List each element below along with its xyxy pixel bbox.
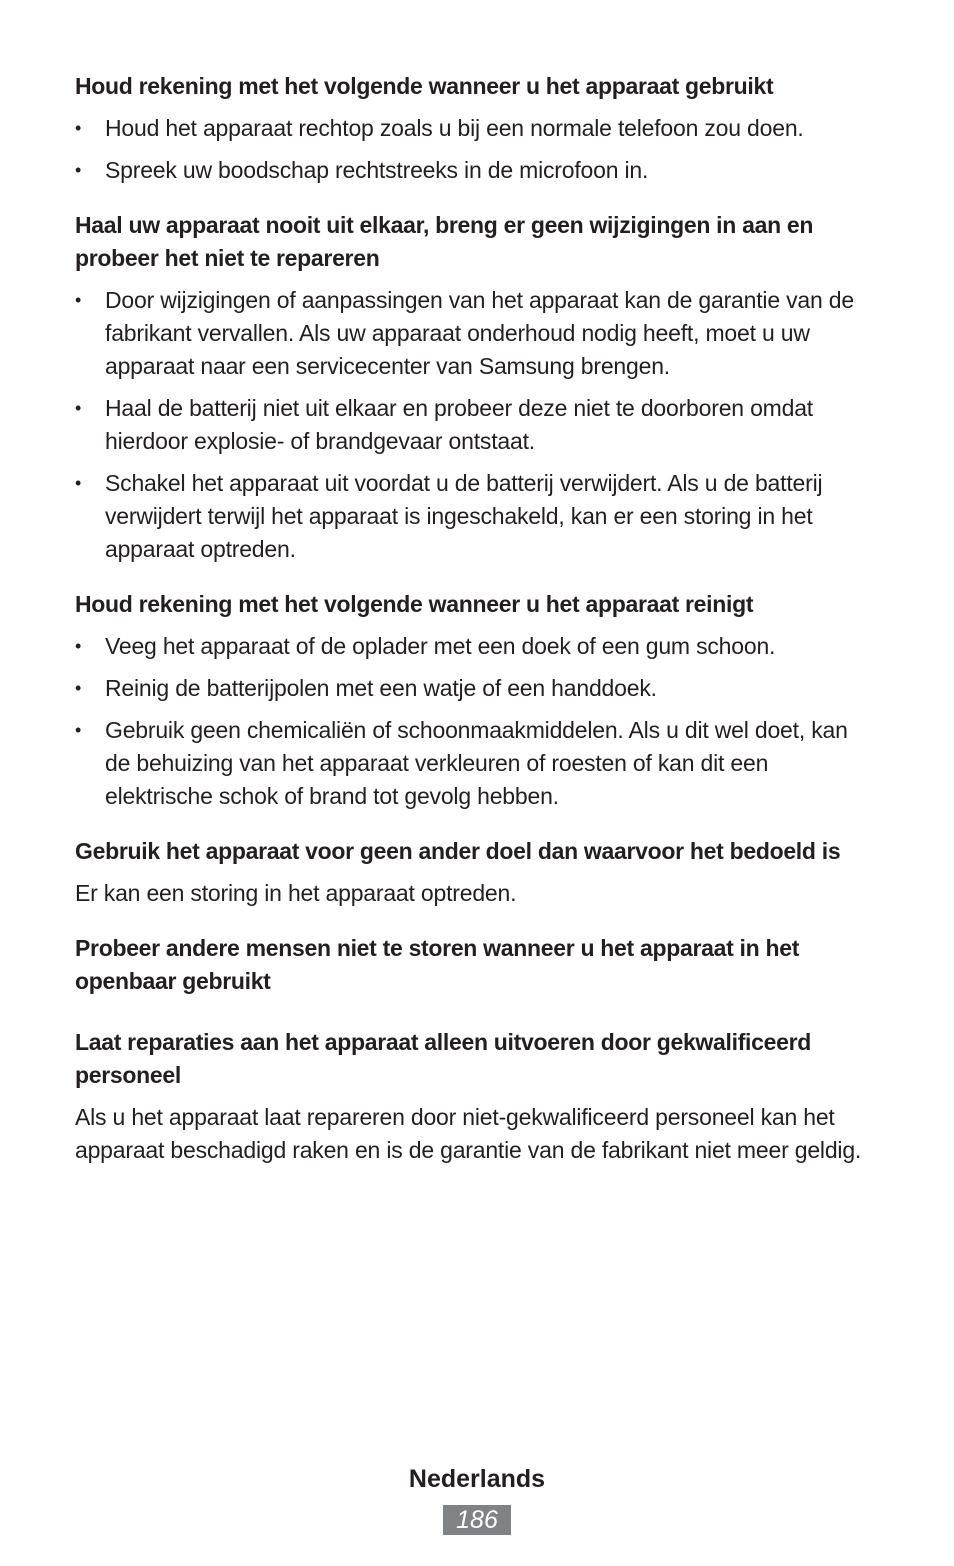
bullet-icon: •	[75, 160, 82, 180]
page-number-badge: 186	[443, 1505, 511, 1535]
section-heading: Haal uw apparaat nooit uit elkaar, breng er geen wijzigingen in aan en probeer het niet te repareren	[75, 212, 814, 271]
list-item-text: Spreek uw boodschap rechtstreeks in de microfoon in.	[105, 157, 649, 183]
list-item	[75, 284, 875, 383]
list-item-text: Gebruik geen chemicaliën of schoonmaakmiddelen. Als u dit wel doet, kan de behuizing van het apparaat verkleuren of roesten of kan dit een elektrische schok of brand tot gevolg hebben.	[105, 717, 848, 809]
list-item	[75, 467, 875, 566]
section-heading: Probeer andere mensen niet te storen wanneer u het apparaat in het openbaar gebruikt	[75, 935, 800, 994]
section-paragraph: Er kan een storing in het apparaat optreden.	[75, 880, 517, 906]
bullet-icon: •	[75, 636, 82, 656]
bullet-icon: •	[75, 473, 82, 493]
list-item	[75, 672, 875, 705]
list-item-text: Door wijzigingen of aanpassingen van het apparaat kan de garantie van de fabrikant vervallen. Als uw apparaat onderhoud nodig heeft, moet u uw apparaat naar een servicecenter van Samsung brengen.	[105, 287, 854, 379]
section-repairs	[75, 1026, 875, 1167]
list-item	[75, 154, 875, 187]
list-item-text: Schakel het apparaat uit voordat u de batterij verwijdert. Als u de batterij verwijdert terwijl het apparaat is ingeschakeld, kan er een storing in het apparaat optreden.	[105, 470, 823, 562]
section-heading: Laat reparaties aan het apparaat alleen uitvoeren door gekwalificeerd personeel	[75, 1029, 812, 1088]
section-intended-use	[75, 835, 875, 910]
list-item	[75, 112, 875, 145]
list-item	[75, 714, 875, 813]
section-heading: Houd rekening met het volgende wanneer u het apparaat gebruikt	[75, 73, 774, 99]
section-public-use	[75, 932, 875, 998]
list-item-text: Veeg het apparaat of de oplader met een doek of een gum schoon.	[105, 633, 776, 659]
section-usage	[75, 70, 875, 187]
list-item-text: Houd het apparaat rechtop zoals u bij een normale telefoon zou doen.	[105, 115, 804, 141]
section-heading: Gebruik het apparaat voor geen ander doel dan waarvoor het bedoeld is	[75, 838, 841, 864]
bullet-list	[75, 284, 875, 566]
bullet-icon: •	[75, 720, 82, 740]
list-item	[75, 630, 875, 663]
page-content	[75, 70, 875, 1189]
section-paragraph: Als u het apparaat laat repareren door niet-gekwalificeerd personeel kan het apparaat beschadigd raken en is de garantie van de fabrikant niet meer geldig.	[75, 1104, 862, 1163]
bullet-icon: •	[75, 118, 82, 138]
bullet-list	[75, 112, 875, 187]
bullet-icon: •	[75, 398, 82, 418]
section-heading: Houd rekening met het volgende wanneer u het apparaat reinigt	[75, 591, 754, 617]
bullet-icon: •	[75, 678, 82, 698]
list-item	[75, 392, 875, 458]
list-item-text: Reinig de batterijpolen met een watje of een handdoek.	[105, 675, 657, 701]
list-item-text: Haal de batterij niet uit elkaar en probeer deze niet te doorboren omdat hierdoor explosie- of brandgevaar ontstaat.	[105, 395, 814, 454]
section-cleaning	[75, 588, 875, 813]
section-disassembly	[75, 209, 875, 566]
bullet-list	[75, 630, 875, 813]
footer-language: Nederlands	[408, 1465, 546, 1493]
bullet-icon: •	[75, 290, 82, 310]
